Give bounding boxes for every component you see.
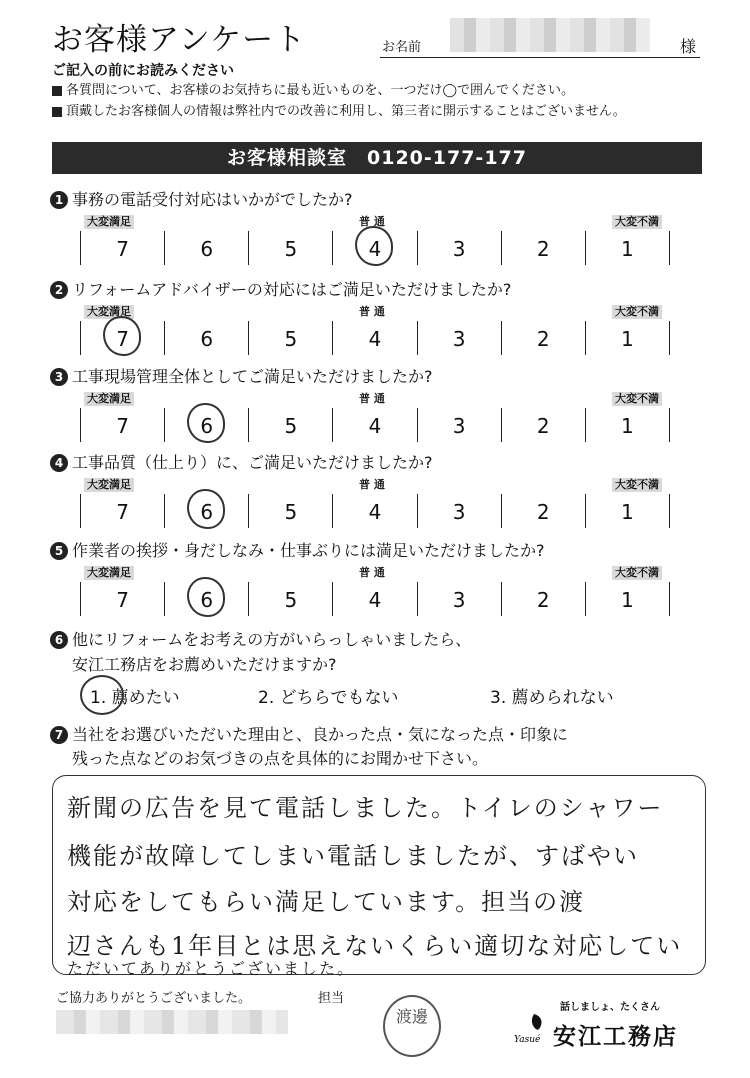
rating-option-1[interactable]: 1	[586, 321, 670, 355]
bullet-square-icon	[52, 86, 62, 96]
rating-option-7[interactable]: 7	[81, 582, 165, 616]
rating-option-2[interactable]: 2	[502, 321, 586, 355]
selection-circle	[187, 577, 225, 617]
thanks-text: ご協力ありがとうございました。	[56, 991, 252, 1006]
rating-option-1[interactable]: 1	[586, 231, 670, 265]
selection-circle	[355, 226, 393, 266]
address-redaction	[56, 1010, 288, 1034]
staff-seal: 渡邊	[383, 995, 441, 1057]
notice-title: ご記入の前にお読みください	[52, 63, 234, 79]
scale-label-very-satisfied: 大変満足	[84, 566, 134, 580]
rating-option-2[interactable]: 2	[502, 494, 586, 528]
scale-label-very-dissatisfied: 大変不満	[612, 478, 662, 492]
rating-option-6[interactable]: 6	[165, 494, 249, 528]
rating-option-2[interactable]: 2	[502, 231, 586, 265]
handwritten-line-3: 対応をしてもらい満足しています。担当の渡	[67, 888, 586, 916]
rating-option-7[interactable]: 7	[81, 408, 165, 442]
rating-option-5[interactable]: 5	[249, 494, 333, 528]
question-6: 6 他にリフォームをお考えの方がいらっしゃいましたら、	[50, 627, 471, 650]
selection-circle	[187, 403, 225, 443]
rating-option-3[interactable]: 3	[418, 231, 502, 265]
question-5: 5 作業者の挨拶・身だしなみ・仕事ぶりには満足いただけましたか?	[50, 538, 545, 561]
company-slogan: 話しましょ、たくさん	[560, 1002, 660, 1013]
rating-scale	[80, 566, 670, 618]
rating-option-4[interactable]: 4	[333, 408, 417, 442]
selection-circle	[103, 316, 141, 356]
consult-phone-bar: お客様相談室 0120-177-177	[52, 142, 702, 174]
rating-cells	[80, 408, 670, 442]
rating-option-3[interactable]: 3	[418, 494, 502, 528]
rating-cells	[80, 321, 670, 355]
question-7: 7 当社をお選びいただいた理由と、良かった点・気になった点・印象に	[50, 722, 568, 745]
scale-label-very-satisfied: 大変満足	[84, 478, 134, 492]
scale-label-neutral: 普 通	[359, 392, 385, 405]
rating-option-7[interactable]: 7	[81, 321, 165, 355]
leaf-logo-icon	[512, 1010, 552, 1044]
scale-label-very-dissatisfied: 大変不満	[612, 305, 662, 319]
handwritten-line-4: 辺さんも1年目とは思えないくらい適切な対応してい	[67, 932, 683, 960]
rating-option-6[interactable]: 6	[165, 582, 249, 616]
question-6-line-2: 安江工務店をお薦めいただけますか?	[72, 655, 337, 674]
handwritten-line-5: ただいてありがとうございました。	[67, 959, 356, 978]
rating-scale	[80, 392, 670, 444]
name-label: お名前	[382, 40, 422, 55]
rating-option-5[interactable]: 5	[249, 321, 333, 355]
rating-option-4[interactable]: 4	[333, 494, 417, 528]
customer-name-field	[380, 36, 700, 58]
rating-option-6[interactable]: 6	[165, 408, 249, 442]
scale-label-very-satisfied: 大変満足	[84, 305, 134, 319]
rating-option-5[interactable]: 5	[249, 231, 333, 265]
rating-option-4[interactable]: 4	[333, 321, 417, 355]
question-number: 1	[50, 191, 68, 209]
rating-scale	[80, 478, 670, 530]
question-4: 4 工事品質（仕上り）に、ご満足いただけましたか?	[50, 450, 433, 473]
question-3: 3 工事現場管理全体としてご満足いただけましたか?	[50, 364, 433, 387]
recommend-option-3[interactable]: 3. 薦められない	[490, 688, 614, 708]
rating-option-1[interactable]: 1	[586, 582, 670, 616]
question-number: 7	[50, 726, 68, 744]
notice-line-2: 頂戴したお客様個人の情報は弊社内での改善に利用し、第三者に開示することはございません。	[52, 103, 626, 121]
question-2: 2 リフォームアドバイザーの対応にはご満足いただけましたか?	[50, 277, 511, 300]
comment-box[interactable]	[52, 775, 706, 978]
notice-line-1: 各質問について、お客様のお気持ちに最も近いものを、一つだけ◯で囲んでください。	[52, 82, 574, 100]
rating-option-5[interactable]: 5	[249, 408, 333, 442]
scale-label-very-dissatisfied: 大変不満	[612, 392, 662, 406]
name-redaction	[450, 18, 650, 52]
rating-option-4[interactable]: 4	[333, 582, 417, 616]
scale-label-very-satisfied: 大変満足	[84, 392, 134, 406]
handwritten-line-1: 新聞の広告を見て電話しました。トイレのシャワー	[67, 794, 664, 822]
scale-label-very-dissatisfied: 大変不満	[612, 215, 662, 229]
staff-label: 担当	[318, 991, 345, 1006]
rating-scale	[80, 215, 670, 267]
rating-option-6[interactable]: 6	[165, 321, 249, 355]
bullet-square-icon	[52, 107, 62, 117]
selection-circle	[187, 489, 225, 529]
question-number: 4	[50, 454, 68, 472]
scale-label-neutral: 普 通	[359, 215, 385, 228]
question-number: 6	[50, 631, 68, 649]
rating-option-7[interactable]: 7	[81, 231, 165, 265]
name-suffix: 様	[679, 37, 696, 56]
handwritten-line-2: 機能が故障してしまい電話しましたが、すばやい	[67, 842, 639, 870]
scale-label-very-satisfied: 大変満足	[84, 215, 134, 229]
scale-label-neutral: 普 通	[359, 478, 385, 491]
company-name: 安江工務店	[553, 1024, 678, 1050]
question-7-line-2: 残った点などのお気づきの点を具体的にお聞かせ下さい。	[72, 749, 489, 768]
rating-scale	[80, 305, 670, 357]
rating-option-6[interactable]: 6	[165, 231, 249, 265]
scale-label-neutral: 普 通	[359, 566, 385, 579]
rating-cells	[80, 494, 670, 528]
svg-text:Yasué: Yasué	[514, 1035, 541, 1044]
rating-option-3[interactable]: 3	[418, 408, 502, 442]
rating-option-1[interactable]: 1	[586, 494, 670, 528]
question-number: 3	[50, 368, 68, 386]
recommend-option-2[interactable]: 2. どちらでもない	[258, 688, 399, 708]
recommend-option-1[interactable]: 1. 薦めたい	[90, 683, 180, 708]
rating-option-2[interactable]: 2	[502, 408, 586, 442]
scale-label-very-dissatisfied: 大変不満	[612, 566, 662, 580]
rating-option-3[interactable]: 3	[418, 321, 502, 355]
rating-option-4[interactable]: 4	[333, 231, 417, 265]
survey-title: お客様アンケート	[52, 22, 307, 58]
rating-cells	[80, 231, 670, 265]
rating-option-5[interactable]: 5	[249, 582, 333, 616]
selection-circle	[80, 675, 124, 715]
rating-option-1[interactable]: 1	[586, 408, 670, 442]
rating-cells	[80, 582, 670, 616]
scale-label-neutral: 普 通	[359, 305, 385, 318]
rating-option-3[interactable]: 3	[418, 582, 502, 616]
recommend-options	[86, 683, 686, 709]
rating-option-2[interactable]: 2	[502, 582, 586, 616]
question-number: 2	[50, 281, 68, 299]
rating-option-7[interactable]: 7	[81, 494, 165, 528]
question-1: 1 事務の電話受付対応はいかがでしたか?	[50, 187, 353, 210]
question-number: 5	[50, 542, 68, 560]
